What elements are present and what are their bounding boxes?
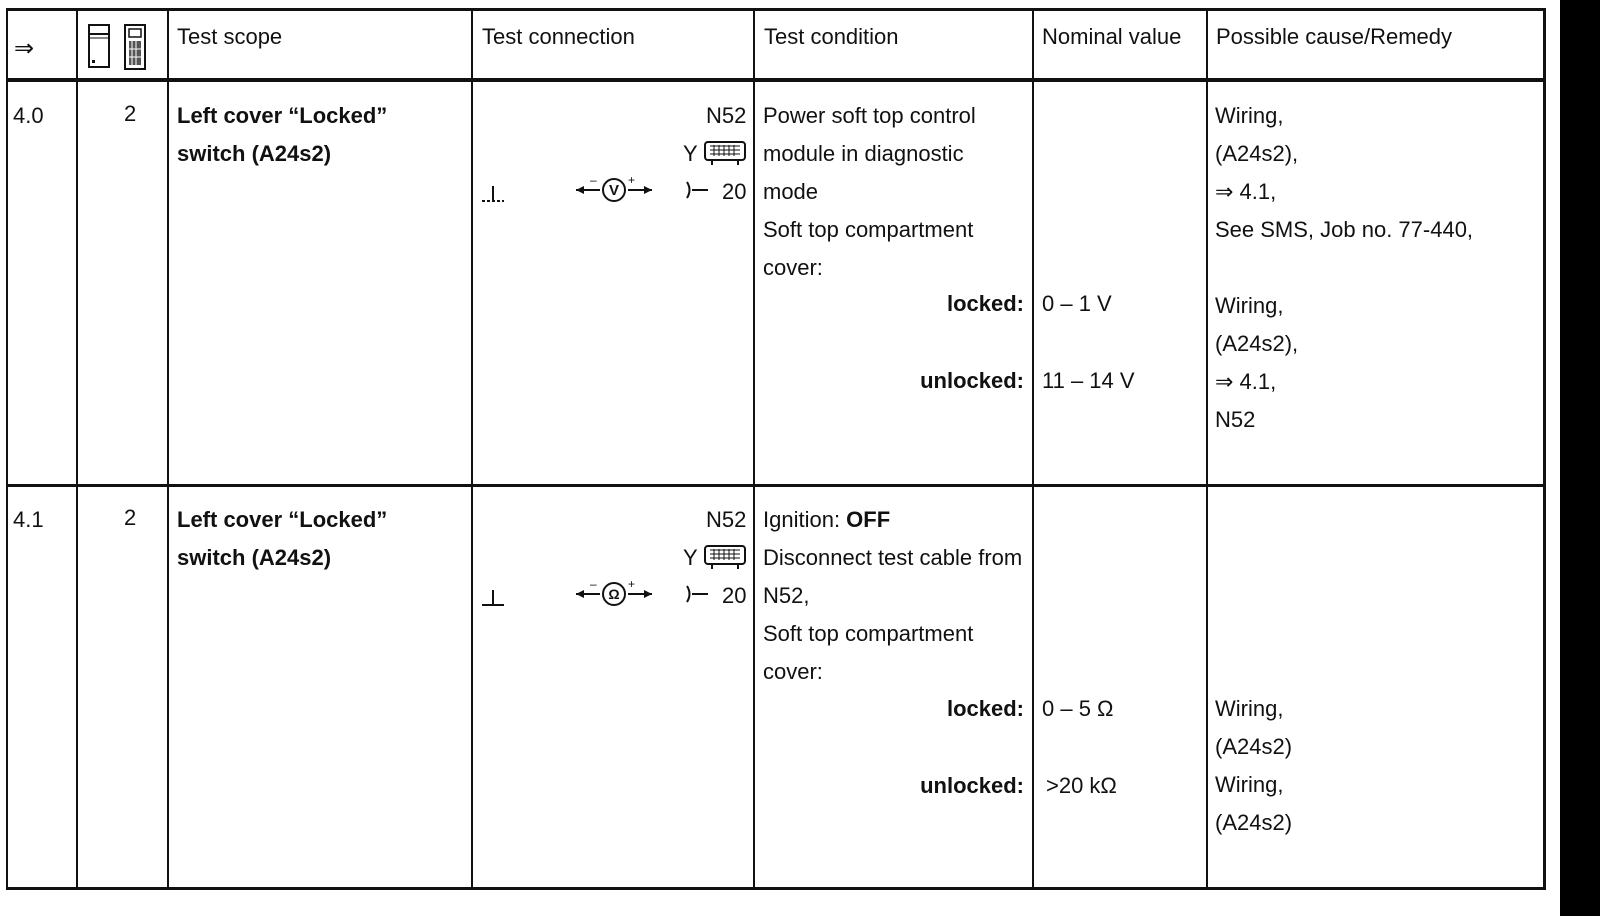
svg-text:+: +	[628, 173, 636, 187]
table-right-border	[1543, 8, 1546, 890]
svg-text:–: –	[590, 577, 597, 591]
nominal-value-unlocked: 11 – 14 V	[1042, 368, 1135, 393]
nominal-value-locked: 0 – 1 V	[1042, 291, 1112, 316]
possible-cause: Wiring, (A24s2), ⇒ 4.1, See SMS, Job no. 77-440, Wiring, (A24s2), ⇒ 4.1, N52	[1215, 103, 1474, 432]
step-number: 4.0	[13, 103, 44, 128]
col-divider-4	[753, 8, 755, 890]
test-scope: Left cover “Locked” switch (A24s2)	[177, 507, 388, 570]
ignition-label: Ignition:	[763, 507, 847, 532]
pin-number: 20	[722, 179, 747, 204]
tester-device-icon	[88, 24, 110, 73]
ignition-state: OFF	[846, 507, 891, 532]
module-label: N52	[706, 103, 747, 128]
svg-text:Ω: Ω	[608, 586, 620, 602]
table-bottom-border	[6, 887, 1546, 890]
header-test-connection: Test connection	[482, 24, 635, 49]
cable-label: Y	[683, 545, 698, 570]
header-bottom-border	[6, 78, 1546, 82]
col-divider-6	[1206, 8, 1208, 890]
scan-edge	[1560, 0, 1600, 916]
state-label-unlocked: unlocked:	[920, 773, 1024, 798]
possible-cause: Wiring, (A24s2) Wiring, (A24s2)	[1215, 696, 1293, 835]
svg-text:V: V	[608, 182, 620, 199]
header-test-condition: Test condition	[764, 24, 899, 49]
cable-label: Y	[683, 141, 698, 166]
header-possible-cause: Possible cause/Remedy	[1216, 24, 1453, 49]
voltmeter-icon	[574, 172, 654, 211]
table-left-border	[6, 8, 8, 890]
state-label-locked: locked:	[946, 696, 1024, 721]
test-condition: Ignition: OFF Disconnect test cable from N52, Soft top compartment cover:	[763, 507, 1023, 684]
col-divider-2	[167, 8, 169, 890]
state-label-unlocked: unlocked:	[920, 368, 1024, 393]
pin-connector-icon	[684, 179, 710, 206]
handheld-tester-icon	[124, 24, 146, 75]
svg-text:+: +	[628, 577, 636, 591]
header-arrow: ⇒	[14, 35, 35, 62]
table-top-border	[6, 8, 1546, 11]
ground-icon	[480, 182, 506, 211]
mode-number: 2	[124, 505, 137, 530]
mode-number: 2	[124, 101, 137, 126]
test-condition: Power soft top control module in diagnostic mode Soft top compartment cover:	[763, 103, 976, 280]
col-divider-1	[76, 8, 78, 890]
step-number: 4.1	[13, 507, 44, 532]
pin-number: 20	[722, 583, 747, 608]
header-test-scope: Test scope	[177, 24, 283, 49]
ohmmeter-icon	[574, 576, 654, 615]
test-cable-icon	[704, 544, 746, 575]
module-label: N52	[706, 507, 747, 532]
col-divider-3	[471, 8, 473, 890]
test-scope: Left cover “Locked” switch (A24s2)	[177, 103, 388, 166]
header-nominal-value: Nominal value	[1042, 24, 1182, 49]
pin-connector-icon	[684, 583, 710, 610]
nominal-value-unlocked: >20 kΩ	[1046, 773, 1117, 798]
state-label-locked: locked:	[946, 291, 1024, 316]
nominal-value-locked: 0 – 5 Ω	[1042, 696, 1114, 721]
ground-icon	[480, 586, 506, 615]
row-divider	[6, 484, 1546, 487]
svg-text:–: –	[590, 173, 597, 187]
col-divider-5	[1032, 8, 1034, 890]
test-cable-icon	[704, 140, 746, 171]
